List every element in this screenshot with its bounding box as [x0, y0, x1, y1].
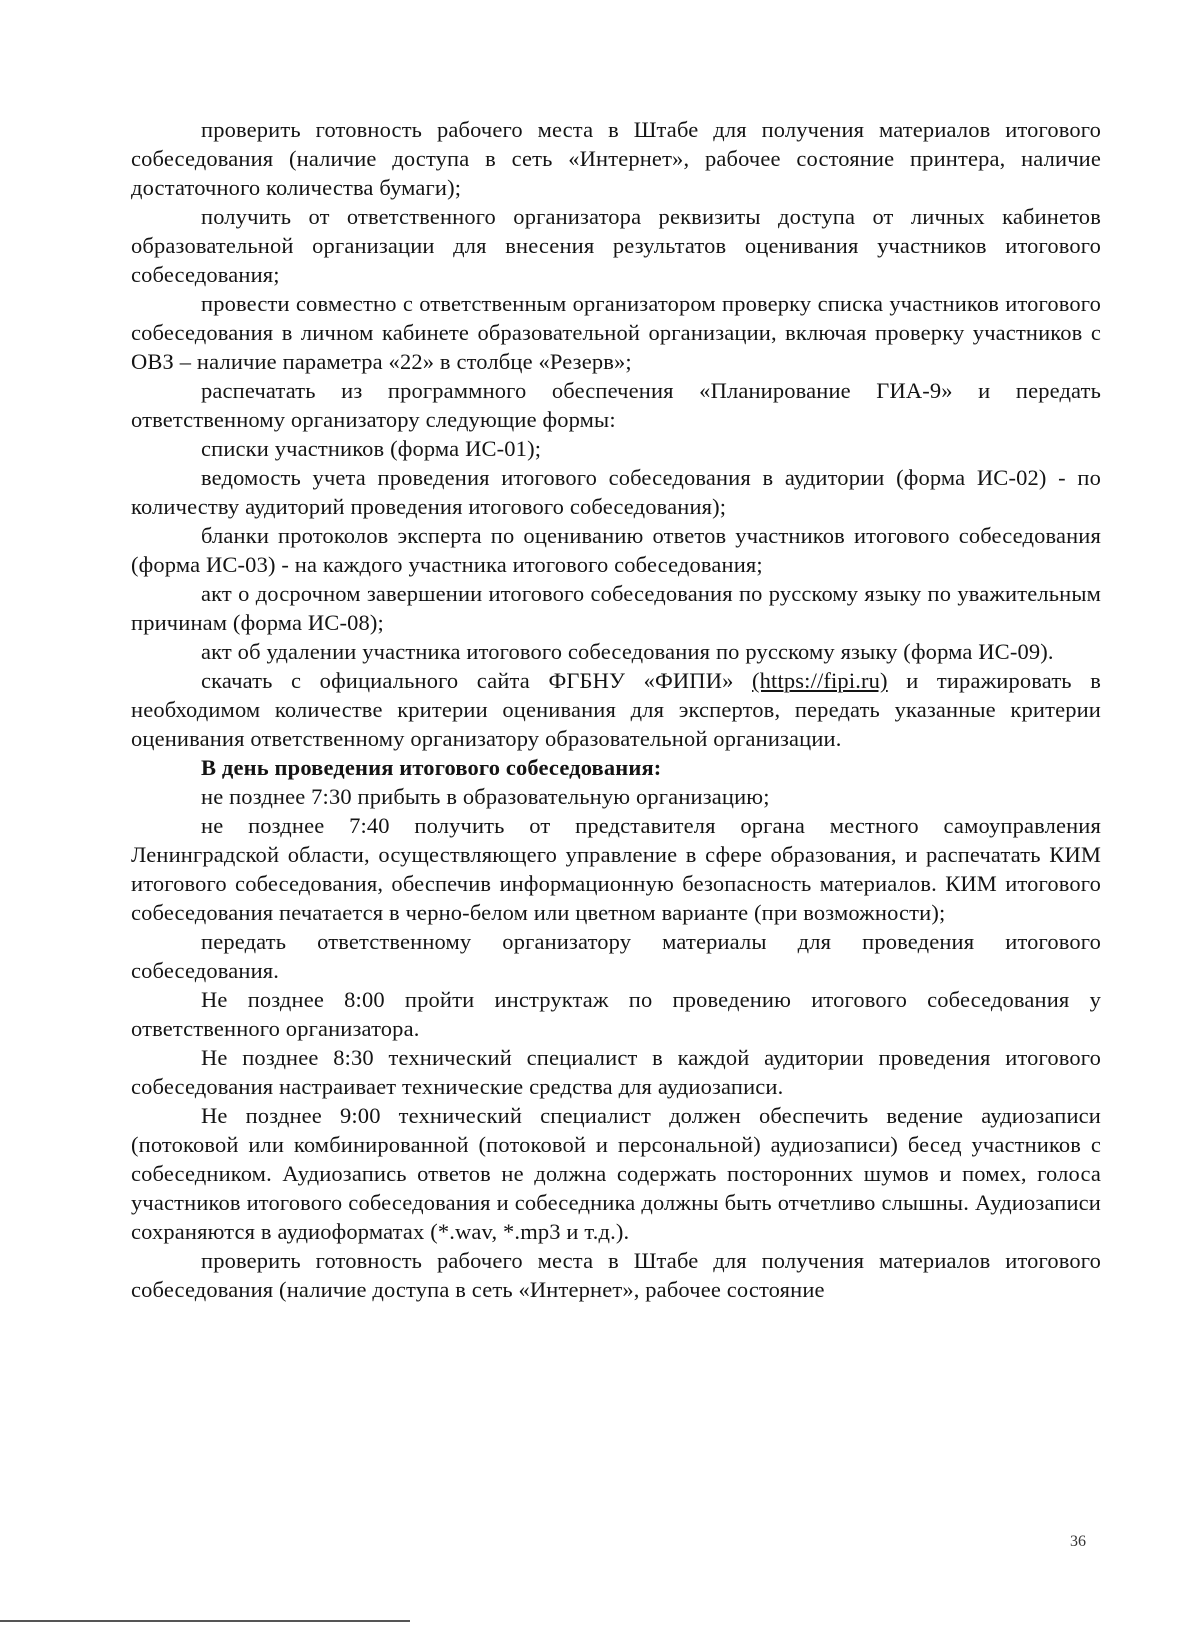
- paragraph-check-participants: провести совместно с ответственным организатором проверку списка участников итогового собеседования в личном кабинете образовательной организации, включая проверку участников с ОВЗ – наличие параметра «22» в столбце «Резерв»;: [131, 291, 1101, 374]
- paragraph-audio-setup-830: Не позднее 8:30 технический специалист в каждой аудитории проведения итогового собеседования настраивает технические средства для аудиозаписи.: [131, 1045, 1101, 1099]
- paragraph-form-is-02: ведомость учета проведения итогового собеседования в аудитории (форма ИС-02) - по количеству аудиторий проведения итогового собеседования);: [131, 465, 1101, 519]
- paragraph-audio-recording-900: Не позднее 9:00 технический специалист должен обеспечить ведение аудиозаписи (потоковой или комбинированной (потоковой и персональной) аудиозаписи) бесед участников с собеседником. Аудиозапись ответов не должна содержать посторонних шумов и помех, голоса участников итогового собеседования и собеседника должны быть отчетливо слышны. Аудиозаписи сохраняются в аудиоформатах (*.wav, *.mp3 и т.д.).: [131, 1103, 1101, 1244]
- paragraph-form-is-09: акт об удалении участника итогового собеседования по русскому языку (форма ИС-09).: [201, 639, 1054, 664]
- paragraph-download-criteria: [131, 666, 1101, 753]
- fipi-text-before: скачать с официального сайта ФГБНУ «ФИПИ»: [201, 668, 753, 693]
- paragraph-check-workplace-repeat: проверить готовность рабочего места в Штабе для получения материалов итогового собеседования (наличие доступа в сеть «Интернет», рабочее состояние: [131, 1248, 1101, 1302]
- paragraph-hand-over-materials: передать ответственному организатору материалы для проведения итогового собеседования.: [131, 929, 1101, 983]
- paragraph-arrive-730: не позднее 7:30 прибыть в образовательную организацию;: [201, 784, 770, 809]
- paragraph-get-credentials: получить от ответственного организатора реквизиты доступа от личных кабинетов образовательной организации для внесения результатов оценивания участников итогового собеседования;: [131, 204, 1101, 287]
- scan-edge-line: [0, 1620, 410, 1622]
- paragraph-check-workplace: проверить готовность рабочего места в Штабе для получения материалов итогового собеседования (наличие доступа в сеть «Интернет», рабочее состояние принтера, наличие достаточного количества бумаги);: [131, 117, 1101, 200]
- page-number: 36: [1070, 1533, 1086, 1550]
- paragraph-form-is-03: бланки протоколов эксперта по оцениванию ответов участников итогового собеседования (форма ИС-03) - на каждого участника итогового собеседования;: [131, 523, 1101, 577]
- paragraph-form-is-01: списки участников (форма ИС-01);: [201, 436, 542, 461]
- document-body: [131, 115, 1101, 1304]
- section-heading-exam-day: В день проведения итогового собеседования:: [201, 755, 662, 780]
- fipi-text-after: и тиражировать в необходимом количестве критерии оценивания для экспертов, передать указанные критерии оценивания ответственному организатору образовательной организации.: [131, 668, 1101, 751]
- paragraph-print-forms: распечатать из программного обеспечения «Планирование ГИА-9» и передать ответственному организатору следующие формы:: [131, 378, 1101, 432]
- paragraph-receive-kim-740: не позднее 7:40 получить от представителя органа местного самоуправления Ленинградской области, осуществляющего управление в сфере образования, и распечатать КИМ итогового собеседования, обеспечив информационную безопасность материалов. КИМ итогового собеседования печатается в черно-белом или цветном варианте (при возможности);: [131, 813, 1101, 925]
- paragraph-form-is-08: акт о досрочном завершении итогового собеседования по русскому языку по уважительным причинам (форма ИС-08);: [131, 581, 1101, 635]
- paragraph-briefing-800: Не позднее 8:00 пройти инструктаж по проведению итогового собеседования у ответственного организатора.: [131, 987, 1101, 1041]
- fipi-link[interactable]: (https://fipi.ru): [752, 668, 888, 693]
